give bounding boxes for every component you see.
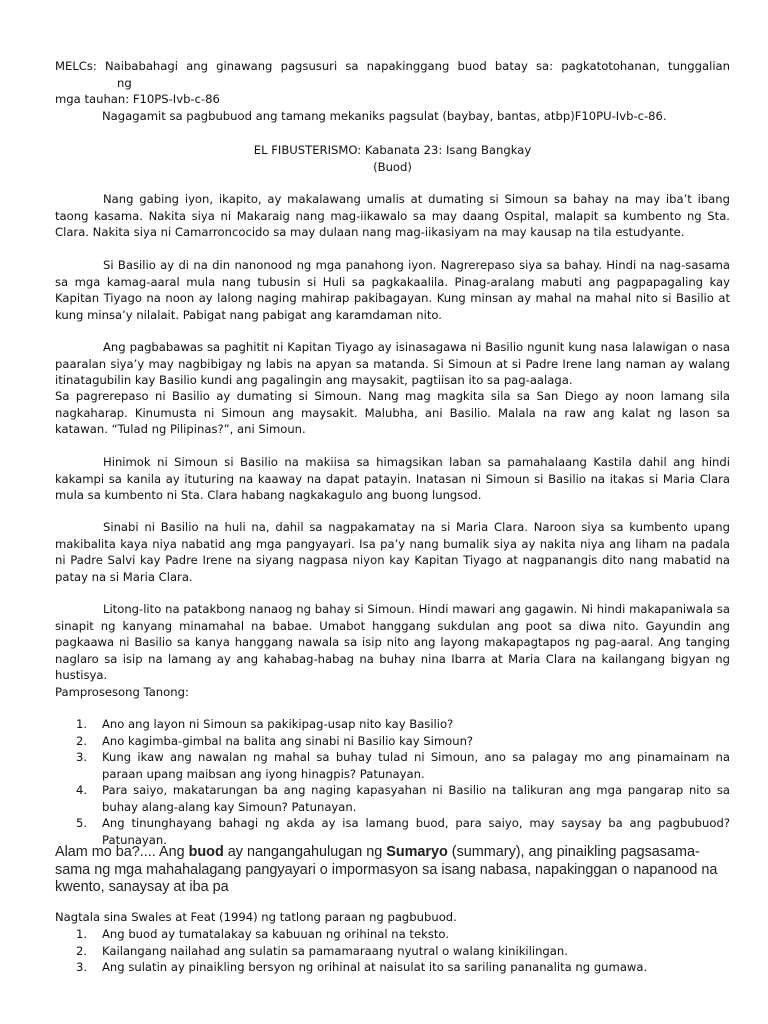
melcs-line-3: Nagagamit sa pagbubuod ang tamang mekaniks pagsulat (baybay, bantas, atbp)F10PU-Ivb-c-86. — [102, 108, 667, 123]
paragraph-4: Sa pagrerepaso ni Basilio ay dumating si Simoun. Nang mag magkita sila sa San Diego ay noon lamang sila nagkaharap. Kinumusta ni Simoun ang maysakit. Malubha, ani Basilio. Malala na raw ang kalat ng lason sa katawan. “Tulad ng Pilipinas?”, ani Simoun. — [55, 389, 730, 436]
paragraph-1: Nang gabing iyon, ikapito, ay makalawang umalis at dumating si Simoun sa bahay na may iba’t ibang taong kasama. Nakita siya ni Makaraig nang mag-iikawalo sa may daang Ospital, malapit sa kumbento ng Sta. Clara. Nakita siya ni Camarroncocido sa may dulaan nang mag-iikasiyam na may kausap na tila estudyante. — [55, 192, 730, 239]
document-subtitle: (Buod) — [373, 159, 412, 174]
swales-list — [55, 926, 730, 976]
paragraph-2: Si Basilio ay di na din nanonood ng mga panahong iyon. Nagrerepaso siya sa bahay. Hindi na nag-sasama sa mga kamag-aaral mula nang tubusin si Huli sa pagkakaalila. Pinag-aralang mabuti ang pagpapagaling kay Kapitan Tiyago na noon ay lalong naging mahirap pakibagayan. Kung minsan ay mahal na mahal nito si Basilio at kung minsa’y nilalait. Pabigat nang pabigat ang karamdaman nito. — [55, 258, 730, 322]
title-block — [55, 142, 730, 175]
list-item: 1. Ang buod ay tumatalakay sa kabuuan ng orihinal na teksto. — [76, 927, 449, 941]
melcs-line-2: mga tauhan: F10PS-Ivb-c-86 — [55, 92, 220, 106]
list-item: 5. Ang tinunghayang bahagi ng akda ay isa lamang buod, para saiyo, may saysay ba ang pagbubuod? Patunayan. — [76, 816, 730, 847]
document-title: EL FIBUSTERISMO: Kabanata 23: Isang Bangkay — [253, 143, 532, 157]
paragraph-6: Sinabi ni Basilio na huli na, dahil sa nagpakamatay na si Maria Clara. Naroon siya sa kumbento upang makibalita kaya niya nabatid ang mga pangyayari. Isa pa’y nang bumalik siya ay nakita niya ang liham na padala ni Padre Salvi kay Padre Irene na siyang nagpasa niyon kay Kapitan Tiyago at nagpanangis dito nang mabatid na patay na si Maria Clara. — [55, 520, 730, 584]
list-item: 2. Kailangang nailahad ang sulatin sa pamamaraang nyutral o walang kinikilingan. — [76, 943, 568, 958]
list-item: 1. Ano ang layon ni Simoun sa pakikipag-usap nito kay Basilio? — [76, 717, 454, 731]
melcs-text: MELCs: Naibabahagi ang ginawang pagsusuri sa napakinggang buod batay sa: pagkatotohanan, tunggalian — [55, 59, 730, 73]
paragraph-3: Ang pagbabawas sa paghitit ni Kapitan Tiyago ay isinasagawa ni Basilio ngunit kung nasa lalawigan o nasa paaralan siya’y may nagbibigay ng labis na apyan sa matanda. Si Simoun at si Padre Irene lang naman ay walang itinatagubilin kay Basilio kundi ang pagalingin ang maysakit, pagtiisan ito sa pag-aalaga. — [55, 340, 730, 387]
melcs-text-end: ng — [117, 75, 132, 90]
keyword-sumaryo: Sumaryo — [386, 844, 448, 860]
questions-list — [55, 716, 730, 848]
melcs-block — [55, 58, 730, 124]
list-item: 2. Ano kagimba-gimbal na balita ang sinabi ni Basilio kay Simoun? — [76, 733, 474, 748]
keyword-buod: buod — [188, 844, 224, 860]
list-item: 4. Para saiyo, makatarungan ba ang naging kapasyahan ni Basilio na talikuran ang mga pangarap nito sa buhay alang-alang kay Simoun? Patunayan. — [76, 783, 730, 814]
swales-heading: Nagtala sina Swales at Feat (1994) ng tatlong paraan ng pagbubuod. — [55, 910, 457, 924]
list-item: 3. Ang sulatin ay pinaikling bersyon ng orihinal at naisulat ito sa sariling pananalita ng gumawa. — [76, 960, 648, 974]
alam-mo-ba-note: Alam mo ba?.... Ang buod ay nangangahulugan ng Sumaryo (summary), ang pinaikling pagsasama-sama ng mga mahahalagang pangyayari o impormasyon sa isang nabasa, napakinggan o napanood na kwento, sanaysay at iba pa — [55, 844, 718, 895]
questions-heading: Pamprosesong Tanong: — [55, 685, 189, 699]
list-item: 3. Kung ikaw ang nawalan ng mahal sa buhay tulad ni Simoun, ano sa palagay mo ang pinamainam na paraan upang maibsan ang iyong hinagpis? Patunayan. — [76, 750, 730, 781]
paragraph-7: Litong-lito na patakbong nanaog ng bahay si Simoun. Hindi mawari ang gagawin. Ni hindi makapaniwala sa sinapit ng kanyang minamahal na babae. Umabot hanggang sukdulan ang poot sa diwa nito. Gayundin ang pagkaawa ni Basilio sa kanya hanggang nawala sa isip nito ang layong makapagtapos ng pag-aaral. Ang tanging naglaro sa isip na lamang ay ang kahabag-habag na buhay nina Ibarra at Maria Clara na kailangang bigyan ng hustisya. — [55, 602, 730, 682]
paragraph-5: Hinimok ni Simoun si Basilio na makiisa sa himagsikan laban sa pamahalaang Kastila dahil ang hindi kakampi sa kanila ay ituturing na kaaway na dapat patayin. Inatasan ni Simoun si Basilio na itakas si Maria Clara mula sa kumbento ni Sta. Clara habang nagkakagulo ang buong lungsod. — [55, 455, 730, 502]
melcs-line-1 — [55, 58, 730, 91]
